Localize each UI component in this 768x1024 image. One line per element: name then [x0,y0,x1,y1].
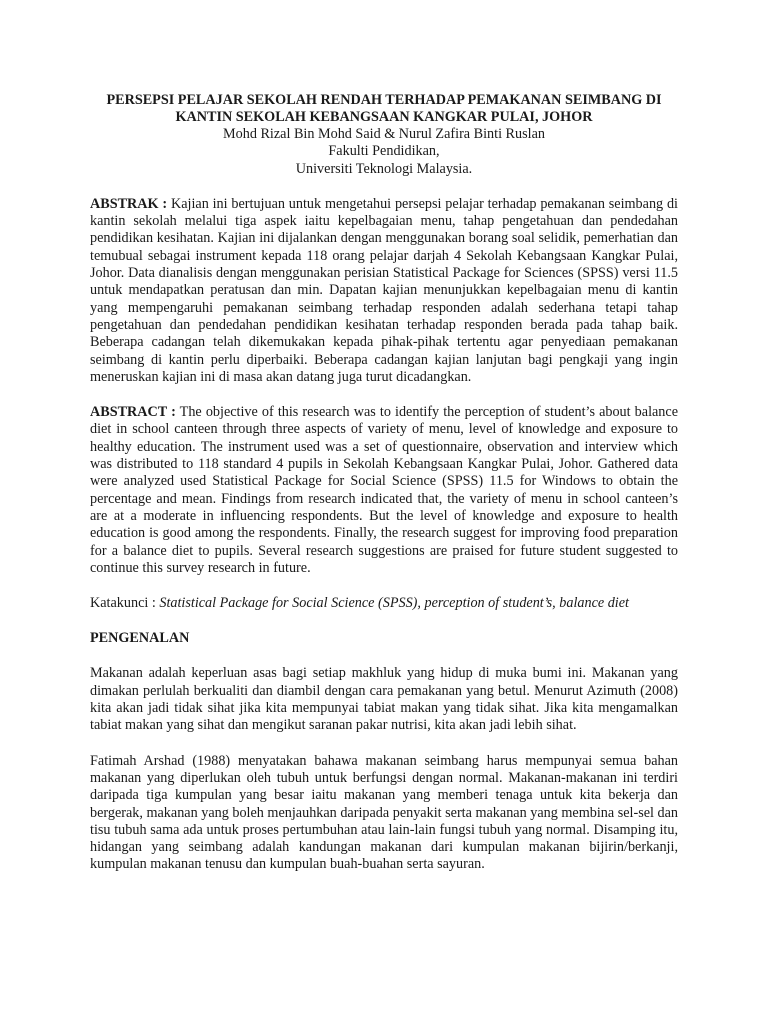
abstrak-label: ABSTRAK : [90,195,168,212]
university-name: Universiti Teknologi Malaysia. [295,160,473,177]
keywords-label: Katakunci : [90,595,156,612]
paper-content [90,92,678,874]
abstrak-text: Kajian ini bertujuan untuk mengetahui persepsi pelajar terhadap pemakanan seimbang di kantin sekolah melalui tiga aspek iaitu kepelbagaian menu, tahap pengetahuan dan pendedahan pendidikan kesihatan. Kajian ini dijalankan dengan menggunakan borang soal selidik, pemerhatian dan temubual sebagai instrument kepada 118 orang pelajar darjah 4 Sekolah Kebangsaan Kangkar Pulai, Johor. Data dianalisis dengan menggunakan perisian Statistical Package for Sciences (SPSS) versi 11.5 untuk mendapatkan peratusan dan min. Dapatan kajian menunjukkan kepelbagaian menu di kantin yang mempengaruhi pemakanan seimbang terhadap responden adalah sederhana tetapi tahap pengetahuan dan pendedahan pendidikan kesihatan terhadap responden berada pada tahap baik. Beberapa cadangan telah dikemukakan kepada pihak-pihak tertentu agar penyediaan pemakanan seimbang di kantin perlu diperbaiki. Beberapa cadangan kajian lanjutan bagi pengkaji yang ingin meneruskan kajian ini di masa akan datang juga turut dicadangkan. [90,195,678,385]
intro-paragraph-1: Makanan adalah keperluan asas bagi setiap makhluk yang hidup di muka bumi ini. Makanan yang dimakan perlulah berkualiti dan diambil dengan cara pemakanan yang betul. Menurut Azimuth (2008) kita akan jadi tidak sihat jika kita mempunyai tabiat makan yang tidak sihat. Jika kita mengamalkan tabiat makan yang sihat dan mengikut saranan pakar nutrisi, kita akan jadi lebih sihat. [90,665,678,734]
keywords-line [90,595,678,612]
faculty-name: Fakulti Pendidikan, [328,143,440,160]
keywords-text: Statistical Package for Social Science (SPSS), perception of student’s, balance diet [159,595,629,612]
author-names: Mohd Rizal Bin Mohd Said & Nurul Zafira Binti Ruslan [223,126,545,142]
section-heading: PENGENALAN [90,630,190,647]
abstract-label: ABSTRACT : [90,404,176,421]
title-line-2: KANTIN SEKOLAH KEBANGSAAN KANGKAR PULAI, JOHOR [175,109,593,125]
paper-title [90,92,678,126]
title-line-1: PERSEPSI PELAJAR SEKOLAH RENDAH TERHADAP PEMAKANAN SEIMBANG DI [106,92,662,108]
abstract-text: The objective of this research was to identify the perception of student’s about balance diet in school canteen through three aspects of variety of menu, level of knowledge and exposure to healthy education. The instrument used was a set of questionnaire, observation and interview which was distributed to 118 standard 4 pupils in Sekolah Kebangsaan Kangkar Pulai, Johor. Gathered data were analyzed used Statistical Package for Social Science (SPSS) 11.5 for Windows to obtain the percentage and mean. Findings from research indicated that, the variety of menu in school canteen’s are at a moderate in influencing respondents. But the level of knowledge and exposure to health education is good among the respondents. Finally, the research suggest for improving food preparation for a balance diet to pupils. Several research suggestions are praised for future student suggested to continue this survey research in future. [90,404,678,576]
intro-paragraph-2: Fatimah Arshad (1988) menyatakan bahawa makanan seimbang harus mempunyai semua bahan makanan yang diperlukan oleh tubuh untuk berfungsi dengan normal. Makanan-makanan ini terdiri daripada tiga kumpulan yang besar iaitu makanan yang memberi tenaga untuk kita bekerja dan bergerak, makanan yang boleh menjauhkan daripada penyakit serta makanan yang membina sel-sel dan tisu tubuh sama ada untuk proses pertumbuhan atau lain-lain fungsi tubuh yang normal. Disamping itu, hidangan yang seimbang adalah kandungan makanan dari kumpulan makanan bijirin/berkanji, kumpulan makanan tenusu dan kumpulan buah-buahan serta sayuran. [90,752,678,873]
abstract-paragraph [90,404,678,577]
abstrak-paragraph [90,196,678,386]
